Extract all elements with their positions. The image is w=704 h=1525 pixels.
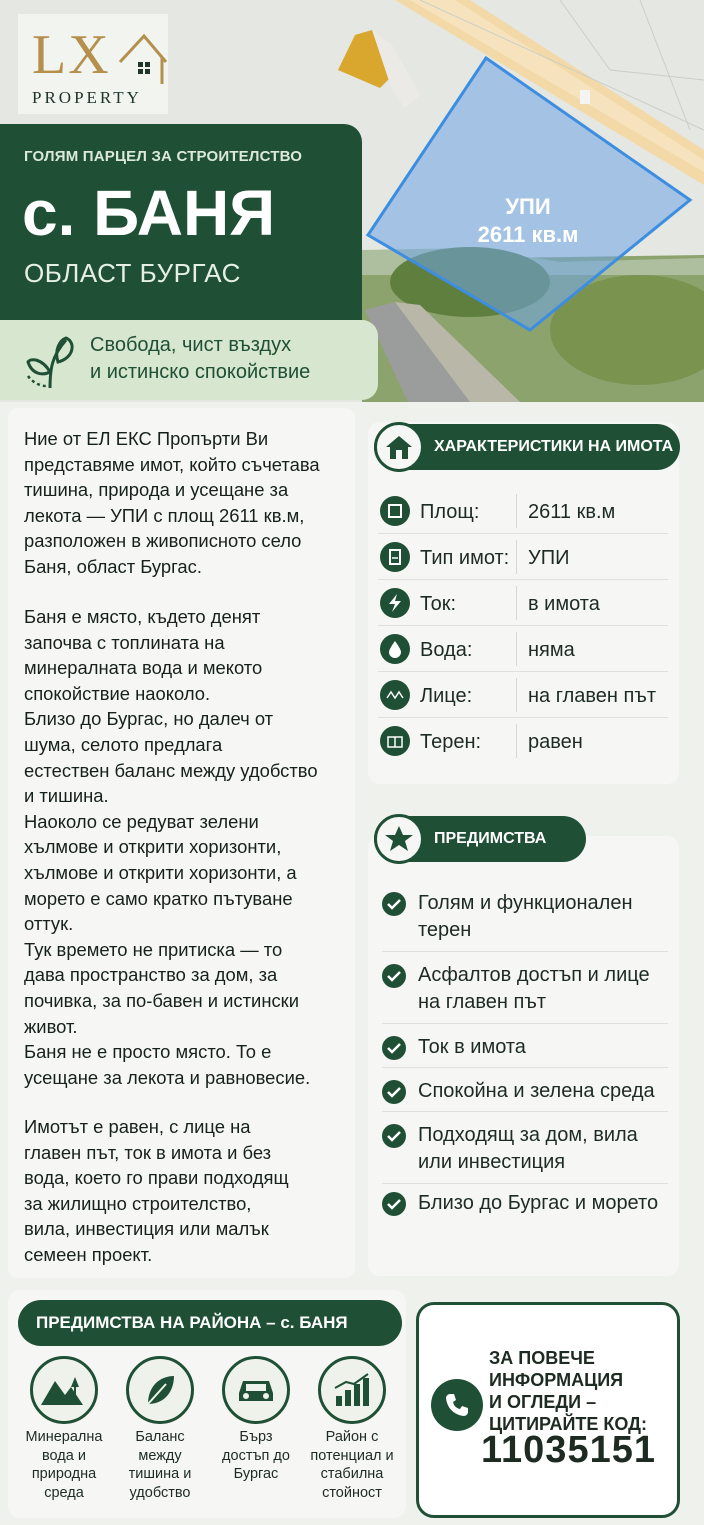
tagline-line-1: Свобода, чист въздух (90, 334, 292, 356)
area-item (208, 1356, 304, 1516)
advantage-text: Подходящ за дом, вила или инвестиция (418, 1124, 638, 1173)
tagline-line-2: и истинско спокойствие (90, 361, 311, 383)
check-icon (382, 1036, 406, 1060)
sprout-icon (22, 328, 78, 392)
char-label: Лице: (420, 685, 473, 707)
advantage-item (382, 962, 668, 1024)
tagline-text (90, 332, 310, 386)
hero-kicker: ГОЛЯМ ПАРЦЕЛ ЗА СТРОИТЕЛСТВО (24, 148, 303, 165)
characteristics-heading (374, 424, 680, 470)
check-icon (382, 892, 406, 916)
hero-title-panel (0, 124, 362, 320)
area-item (16, 1356, 112, 1516)
tagline-banner (0, 320, 378, 400)
advantage-item (382, 890, 668, 952)
description-paragraph-1: Ние от ЕЛ ЕКС Пропърти Ви представяме имот, който съчетава тишина, природа и усещане за лекота — УПИ с площ 2611 кв.м, разположен в живописното село Баня, област Бургас. (24, 428, 320, 577)
advantage-item (382, 1190, 668, 1224)
page-title: с. БАНЯ (22, 177, 276, 249)
advantages-card (368, 830, 679, 1276)
growth-chart-icon (318, 1356, 386, 1424)
area-item-label: Бърз достъп до Бургас (222, 1429, 290, 1482)
char-row-terrain (378, 718, 668, 764)
check-icon (382, 1124, 406, 1148)
char-label: Ток: (420, 593, 457, 615)
map-plot-label: УПИ (505, 194, 551, 219)
area-advantages-card (8, 1290, 406, 1518)
advantages-heading (374, 816, 586, 862)
advantage-text: Голям и функционален терен (418, 892, 633, 941)
check-icon (382, 964, 406, 988)
area-icon (380, 496, 410, 526)
home-icon (374, 422, 424, 472)
leaf-icon (126, 1356, 194, 1424)
contact-card (416, 1302, 680, 1518)
logo-subtitle: PROPERTY (32, 88, 142, 107)
characteristics-heading-text: ХАРАКТЕРИСТИКИ НА ИМОТА (434, 438, 674, 455)
advantages-heading-text: ПРЕДИМСТВА (434, 830, 547, 847)
characteristics-card (368, 422, 679, 784)
area-item-label: Район с потенциал и стабилна стойност (310, 1429, 394, 1501)
char-value: УПИ (528, 547, 570, 569)
map-area-label: 2611 кв.м (477, 222, 579, 247)
char-value: 2611 кв.м (528, 501, 616, 523)
area-item-label: Минерална вода и природна среда (25, 1429, 103, 1501)
description-paragraph-3: Имотът е равен, с лице на главен път, ток в имота и без вода, което го прави подходящ за жилищно строителство, вила, инвестиция или малък семеен проект. (24, 1116, 289, 1265)
char-value: няма (528, 639, 575, 661)
water-drop-icon (380, 634, 410, 664)
char-value: в имота (528, 593, 600, 615)
lightning-icon (380, 588, 410, 618)
check-icon (382, 1080, 406, 1104)
terrain-icon (380, 726, 410, 756)
char-value: равен (528, 731, 583, 753)
advantage-item (382, 1122, 668, 1184)
mountains-icon (30, 1356, 98, 1424)
description-card (8, 408, 355, 1278)
area-item (112, 1356, 208, 1516)
star-icon (374, 814, 424, 864)
char-label: Терен: (420, 731, 482, 753)
phone-icon[interactable] (431, 1379, 483, 1431)
advantage-text: Спокойна и зелена среда (418, 1080, 655, 1102)
area-item (304, 1356, 400, 1516)
char-row-area (378, 488, 668, 534)
listing-code: 11035151 (481, 1429, 656, 1471)
car-icon (222, 1356, 290, 1424)
hero-subtitle: ОБЛАСТ БУРГАС (24, 258, 241, 288)
check-icon (382, 1192, 406, 1216)
char-value: на главен път (528, 685, 656, 707)
char-row-electricity (378, 580, 668, 626)
advantage-text: Ток в имота (418, 1036, 526, 1058)
advantage-item (382, 1034, 668, 1068)
area-item-label: Баланс между тишина и удобство (128, 1429, 192, 1501)
advantage-text: Асфалтов достъп и лице на главен път (418, 964, 650, 1013)
char-label: Тип имот: (420, 547, 510, 569)
document-icon (380, 542, 410, 572)
char-row-water (378, 626, 668, 672)
area-advantages-heading: ПРЕДИМСТВА НА РАЙОНА – с. БАНЯ (18, 1300, 402, 1346)
road-icon (380, 680, 410, 710)
logo-mark: LX (32, 24, 111, 86)
advantage-item (382, 1078, 668, 1112)
house-icon (118, 32, 168, 84)
company-logo (18, 14, 168, 114)
description-paragraph-2: Баня е място, където денят започва с топлината на минералната вода и мекото спокойствие наоколо. Близо до Бургас, но далеч от шума, селото предлага естествен баланс между удобство и тишина. Наоколо се редуват зелени хълмове и открити хоризонти, хълмове и открити хоризонти, а морето е само кратко пътуване оттук. Тук времето не притиска — то дава пространство за дом, за почивка, за по-бавен и истински живот. Баня не е просто място. То е усещане за лекота и равновесие. (24, 606, 318, 1088)
hero-section (0, 0, 704, 402)
advantage-text: Близо до Бургас и морето (418, 1192, 659, 1214)
char-row-type (378, 534, 668, 580)
char-label: Вода: (420, 639, 473, 661)
char-label: Площ: (420, 501, 480, 523)
char-row-frontage (378, 672, 668, 718)
contact-text: ЗА ПОВЕЧЕ ИНФОРМАЦИЯ И ОГЛЕДИ – ЦИТИРАЙТЕ КОД: (489, 1348, 647, 1434)
